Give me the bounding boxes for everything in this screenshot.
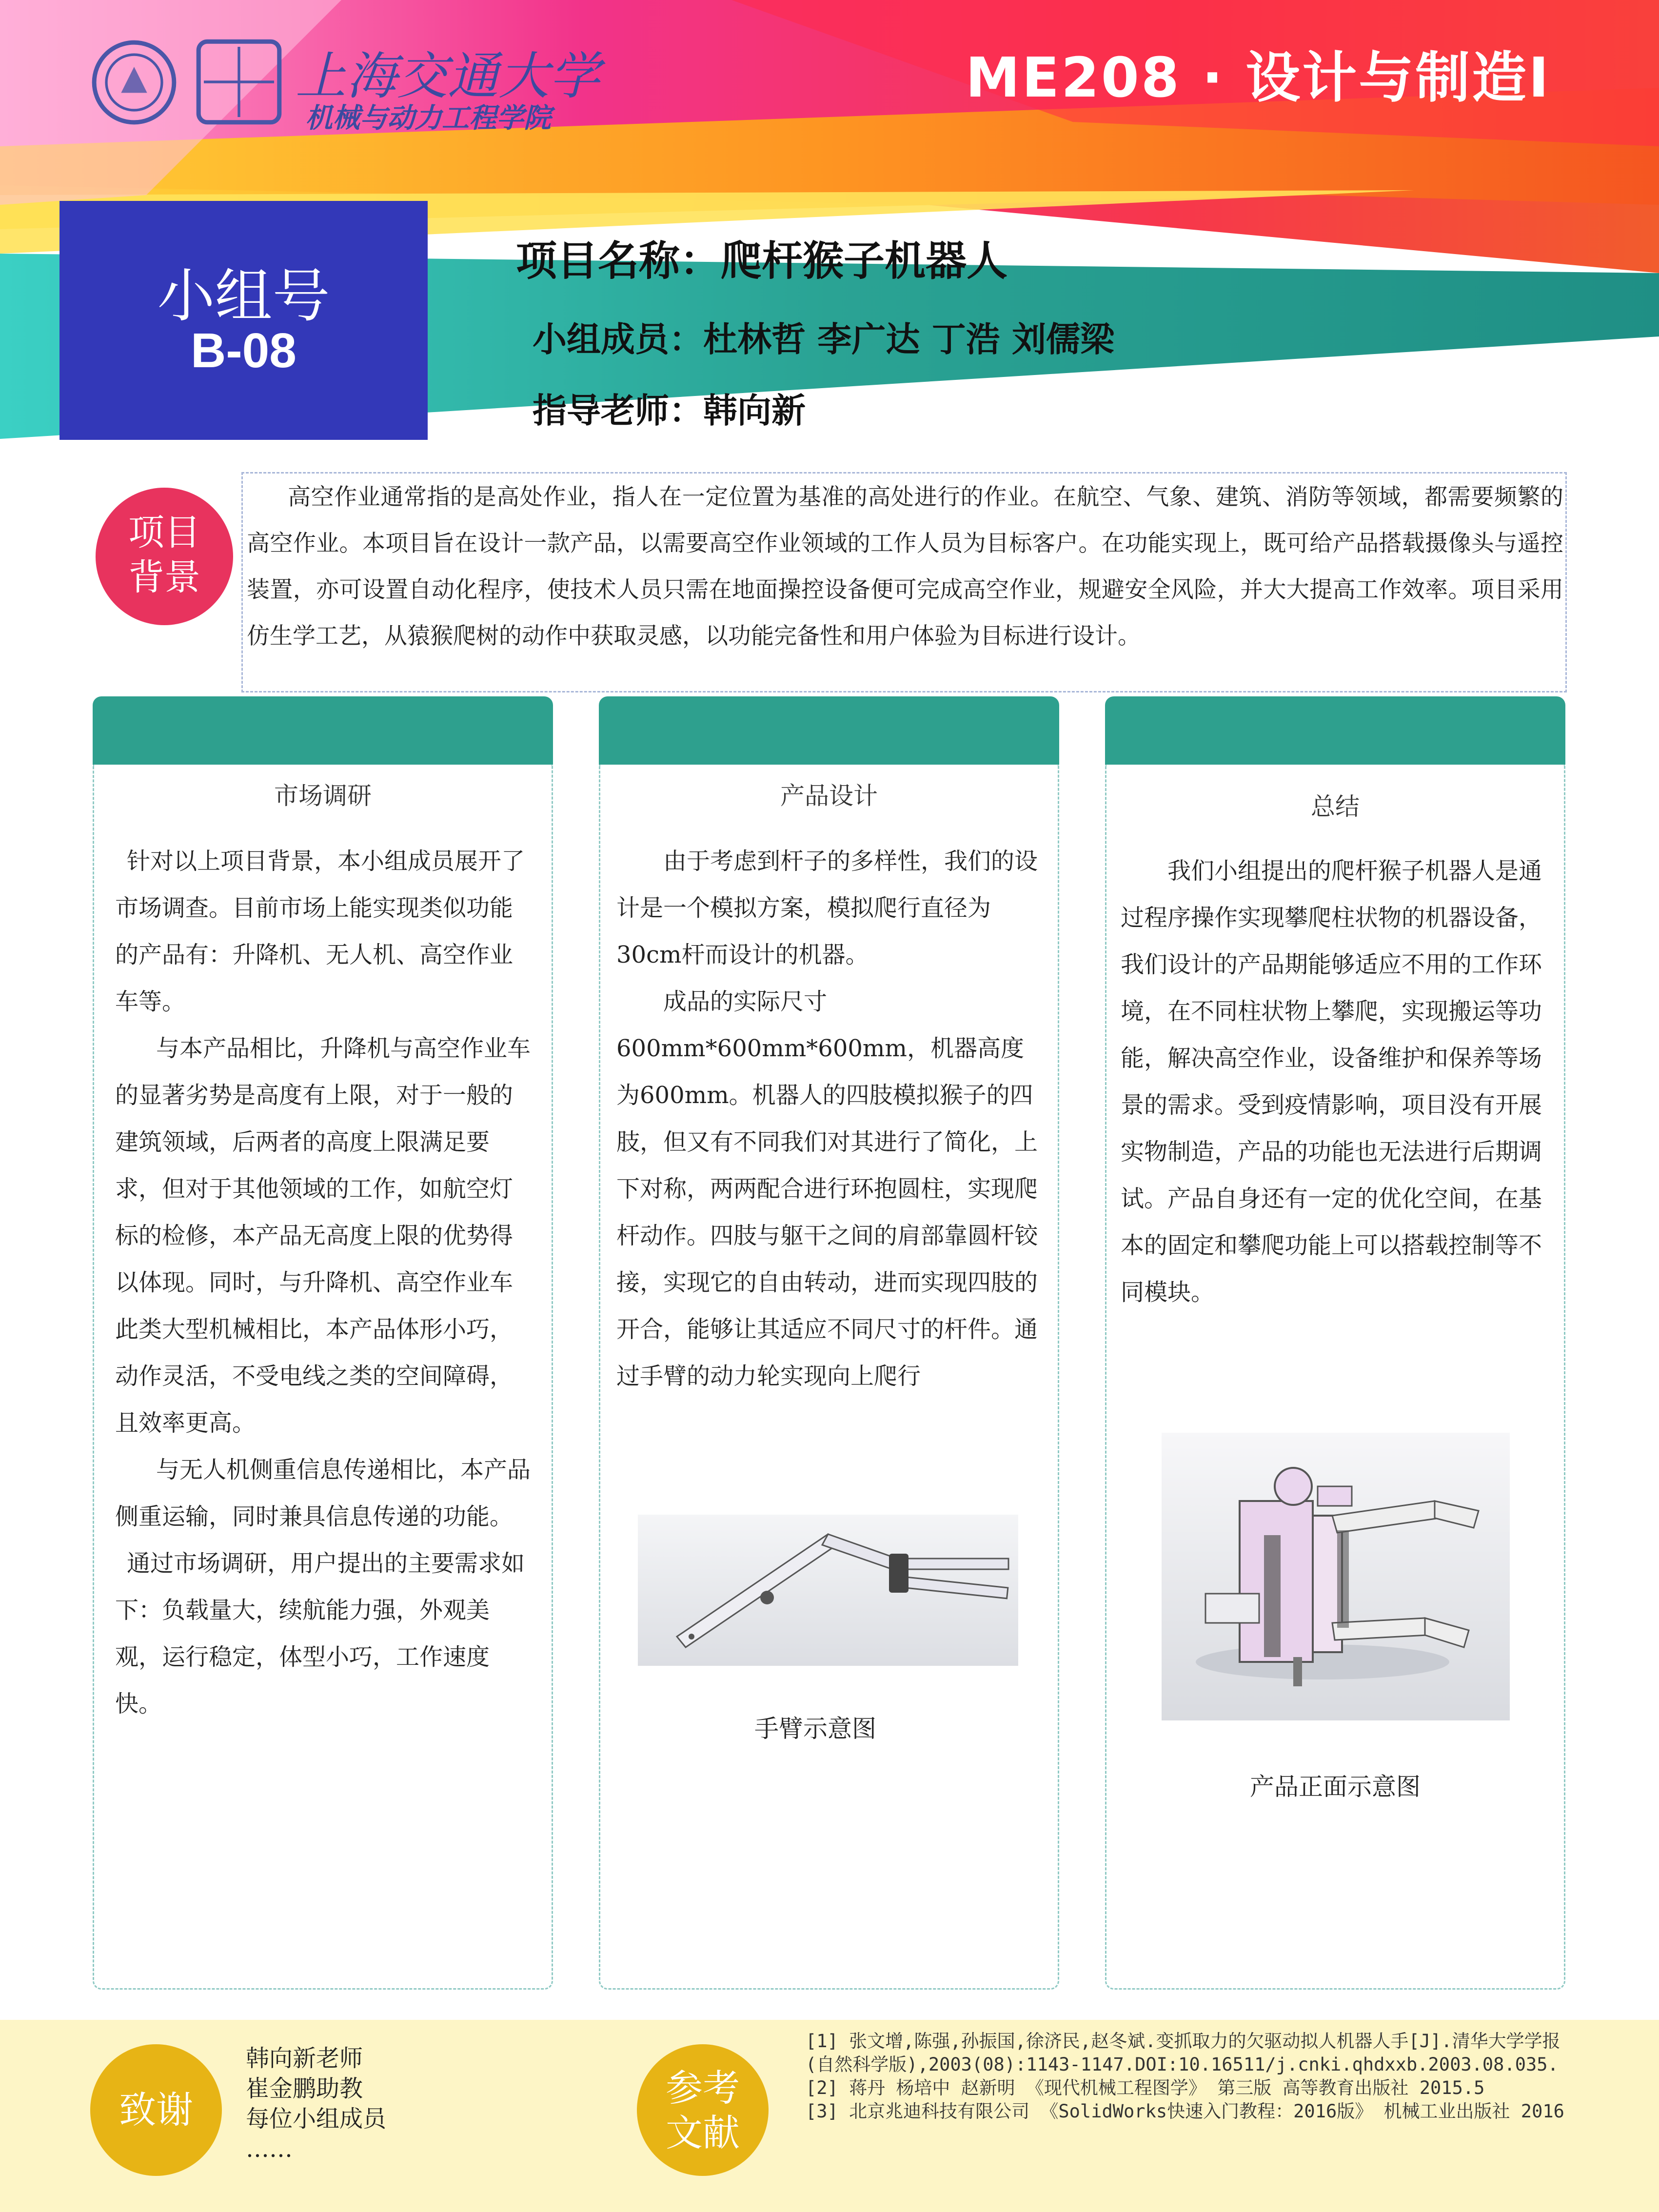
course-title: ME208 · 设计与制造Ⅰ: [966, 46, 1551, 110]
column-header-bar: [1105, 696, 1565, 765]
market-paragraph-4: 通过市场调研，用户提出的主要需求如下：负载量大，续航能力强，外观美观，运行稳定，体型小巧，工作速度快。: [115, 1550, 525, 1718]
column-header-bar: [599, 696, 1059, 765]
market-title: 市场调研: [274, 782, 372, 810]
thanks-item: 每位小组成员: [246, 2105, 387, 2133]
background-label-circle: [96, 488, 233, 625]
thanks-label-circle: [90, 2044, 222, 2176]
dept-seal-icon: [195, 38, 283, 126]
thanks-item: 崔金鹏助教: [246, 2075, 363, 2102]
market-paragraph-3: 与无人机侧重信息传递相比，本产品侧重运输，同时兼具信息传递的功能。: [115, 1456, 531, 1530]
project-advisor: 指导老师：韩向新: [533, 391, 806, 431]
summary-text: [1121, 848, 1550, 1316]
thanks-item: 韩向新老师: [246, 2045, 363, 2072]
design-paragraph-2: 成品的实际尺寸: [663, 988, 828, 1015]
summary-column: [1105, 696, 1565, 1990]
background-label-line2: 背景: [128, 556, 200, 598]
robot-front-image: [1162, 1433, 1510, 1720]
market-paragraph-1: 针对以上项目背景，本小组成员展开了市场调查。目前市场上能实现类似功能的产品有：升降机、无人机、高空作业车等。: [115, 848, 525, 1015]
school-department: 机械与动力工程学院: [305, 102, 551, 134]
arm-diagram-image: [638, 1515, 1018, 1666]
references-label-circle: [637, 2044, 769, 2176]
project-members: 小组成员：杜林哲 李广达 丁浩 刘儒梁: [533, 319, 1115, 359]
design-text: [616, 838, 1041, 1400]
background-text: 高空作业通常指的是高处作业，指人在一定位置为基准的高处进行的作业。在航空、气象、建筑、消防等领域，都需要频繁的高空作业。本项目旨在设计一款产品，以需要高空作业领域的工作人员为目标客户。在功能实现上，既可给产品搭载摄像头与遥控装置，亦可设置自动化程序，使技术人员只需在地面操控设备便可完成高空作业，规避安全风险，并大大提高工作效率。项目采用仿生学工艺，从猿猴爬树的动作中获取灵感，以功能完备性和用户体验为目标进行设计。: [247, 484, 1563, 650]
group-label: 小组号: [157, 262, 330, 330]
school-name: 上海交通大学: [296, 46, 600, 106]
thanks-list: [246, 2043, 386, 2164]
summary-title: 总结: [1311, 792, 1360, 821]
group-id: B-08: [191, 323, 296, 378]
market-text: [115, 838, 534, 1727]
design-title: 产品设计: [780, 782, 878, 810]
market-column: [93, 696, 553, 1990]
design-paragraph-3: 600mm*600mm*600mm，机器高度为600mm。机器人的四肢模拟猴子的四肢，但又有不同我们对其进行了简化，上下对称，两两配合进行环抱圆柱，实现爬杆动作。四肢与躯干之间的肩部靠圆杆铰接，实现它的自由转动，进而实现四肢的开合，能够让其适应不同尺寸的杆件。通过手臂的动力轮实现向上爬行: [616, 1035, 1038, 1390]
background-label-line1: 项目: [128, 512, 200, 553]
group-number-box: [59, 201, 428, 440]
reference-item: [2] 蒋丹 杨培中 赵新明 《现代机械工程图学》 第三版 高等教育出版社 2015.5: [806, 2077, 1485, 2098]
project-name: 项目名称：爬杆猴子机器人: [516, 237, 1008, 285]
summary-paragraph-1: 我们小组提出的爬杆猴子机器人是通过程序操作实现攀爬柱状物的机器设备，我们设计的产品期能够适应不用的工作环境，在不同柱状物上攀爬，实现搬运等功能，解决高空作业，设备维护和保养等场景的需求。受到疫情影响，项目没有开展实物制造，产品的功能也无法进行后期调试。产品自身还有一定的优化空间，在基本的固定和攀爬功能上可以搭载控制等不同模块。: [1121, 857, 1542, 1306]
design-column: [599, 696, 1059, 1990]
column-header-bar: [93, 696, 553, 765]
references-label-line2: 文献: [666, 2111, 740, 2154]
arm-diagram-caption: 手臂示意图: [754, 1715, 876, 1743]
design-paragraph-1: 由于考虑到杆子的多样性，我们的设计是一个模拟方案，模拟爬行直径为30cm杆而设计的机器。: [616, 848, 1038, 968]
reference-item: [3] 北京兆迪科技有限公司 《SolidWorks快速入门教程：2016版》 机械工业出版社 2016: [806, 2101, 1564, 2122]
thanks-item: ……: [246, 2135, 293, 2163]
seal-icon: [91, 39, 178, 126]
references-label-line1: 参考: [666, 2066, 740, 2110]
university-logo: [91, 35, 603, 133]
reference-item: [1] 张文增,陈强,孙振国,徐济民,赵冬斌.变抓取力的欠驱动拟人机器人手[J].清华大学学报(自然科学版),2003(08):1143-1147.DOI:10.16511/j.cnki.qhdxxb.2003.08.035.: [806, 2031, 1560, 2075]
robot-front-caption: 产品正面示意图: [1250, 1773, 1421, 1801]
thanks-label: 致谢: [119, 2088, 193, 2132]
references-list: [806, 2030, 1586, 2123]
market-paragraph-2: 与本产品相比，升降机与高空作业车的显著劣势是高度有上限，对于一般的建筑领域，后两者的高度上限满足要求，但对于其他领域的工作，如航空灯标的检修，本产品无高度上限的优势得以体现。同时，与升降机、高空作业车此类大型机械相比，本产品体形小巧，动作灵活，不受电线之类的空间障碍，且效率更高。: [115, 1035, 531, 1437]
